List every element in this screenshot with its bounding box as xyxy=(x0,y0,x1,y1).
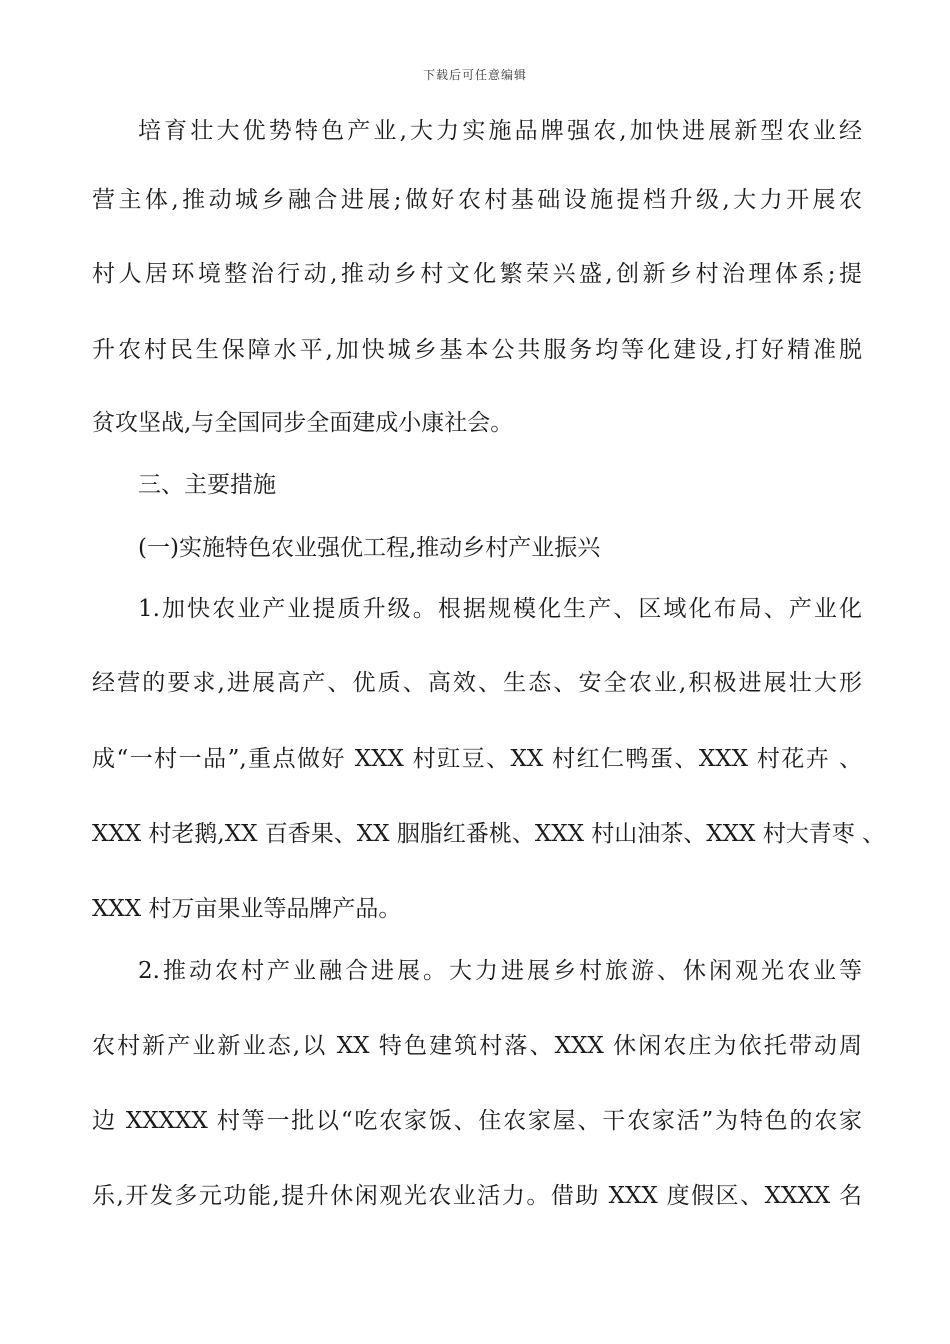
text-line: 2.推动农村产业融合进展。大力进展乡村旅游、休闲观光农业等 xyxy=(138,958,862,984)
text-line: XXX 村万亩果业等品牌产品。 xyxy=(92,896,402,922)
header-note: 下载后可任意编辑 xyxy=(422,68,527,82)
text-line: 营主体,推动城乡融合进展;做好农村基础设施提档升级,大力开展农 xyxy=(92,187,862,213)
text-line: 乐,开发多元功能,提升休闲观光农业活力。借助 XXX 度假区、XXXX 名 xyxy=(92,1183,862,1209)
text-line: 成“一村一品”,重点做好 XXX 村豇豆、XX 村红仁鸭蛋、XXX 村花卉 、 xyxy=(92,746,862,772)
text-line: 农村新产业新业态,以 XX 特色建筑村落、XXX 休闲农庄为依托带动周 xyxy=(92,1033,862,1059)
text-line: 培育壮大优势特色产业,大力实施品牌强农,加快进展新型农业经 xyxy=(138,118,862,144)
subsection-heading: (一)实施特色农业强优工程,推动乡村产业振兴 xyxy=(138,535,601,561)
text-line: 经营的要求,进展高产、优质、高效、生态、安全农业,积极进展壮大形 xyxy=(92,670,862,696)
text-line: 村人居环境整治行动,推动乡村文化繁荣兴盛,创新乡村治理体系;提 xyxy=(92,261,862,287)
text-line: 贫攻坚战,与全国同步全面建成小康社会。 xyxy=(92,410,514,436)
section-heading: 三、主要措施 xyxy=(138,472,276,498)
text-line: XXX 村老鹅,XX 百香果、XX 胭脂红番桃、XXX 村山油茶、XXX 村大青枣 、 xyxy=(92,821,886,847)
text-line: 1.加快农业产业提质升级。根据规模化生产、区域化布局、产业化 xyxy=(138,596,862,622)
text-line: 升农村民生保障水平,加快城乡基本公共服务均等化建设,打好精准脱 xyxy=(92,337,862,363)
text-line: 边 XXXXX 村等一批以“吃农家饭、住农家屋、干农家活”为特色的农家 xyxy=(92,1108,862,1134)
